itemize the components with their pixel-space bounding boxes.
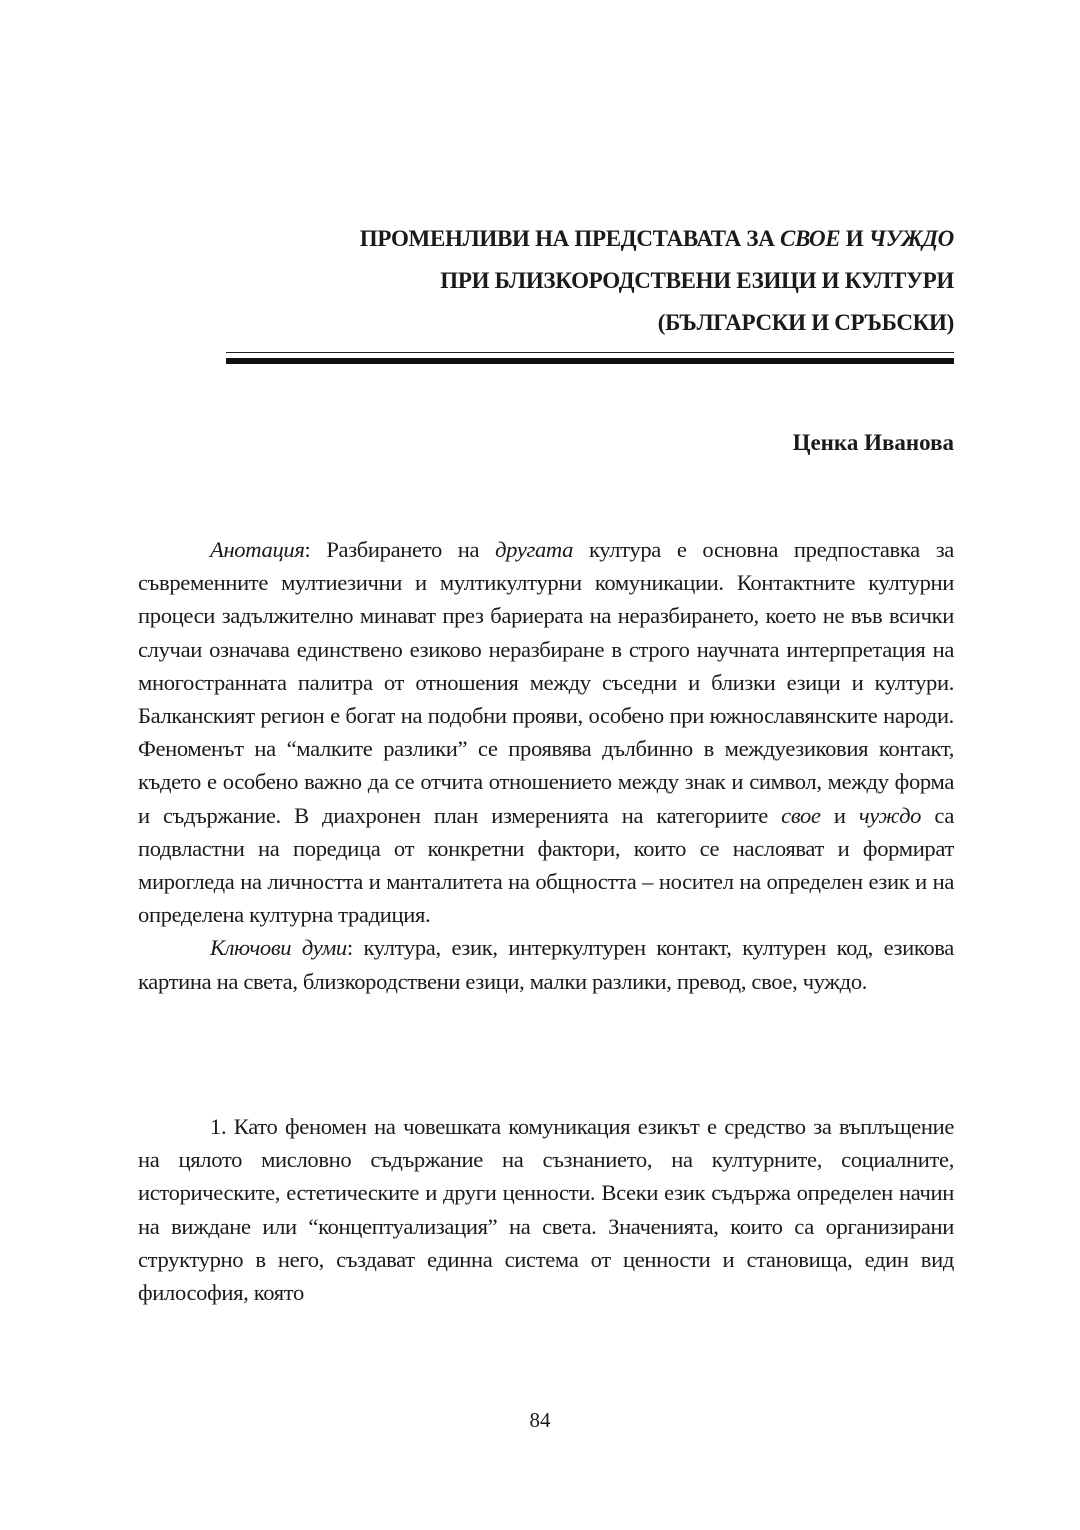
title-line-2: ПРИ БЛИЗКОРОДСТВЕНИ ЕЗИЦИ И КУЛТУРИ <box>440 268 954 293</box>
title-line-3: (БЪЛГАРСКИ И СРЪБСКИ) <box>657 310 954 335</box>
title-divider-thick <box>226 358 954 364</box>
title-italic-chuzhdo: ЧУЖДО <box>868 226 954 251</box>
abstract-paragraph: Анотация: Разбирането на другата култура е основна предпоставка за съвременните мултиезични и мултикултурни комуникации. Контактните културни процеси задължително минават през бариерата на неразбирането, което не във всички случаи означава единствено езиково неразбиране в строго научната интерпретация на многостранната палитра от отношения между съседни и близки езици и култури. Балканският регион е богат на подобни прояви, особено при южнославянските народи. Феноменът на “малките разлики” се проявява дълбинно в междуезиковия контакт, където е особено важно да се отчита отношението между знак и символ, между форма и съдържание. В диахронен план измеренията на категориите свое и чуждо са подвластни на поредица от конкретни фактори, които се наслояват и формират мирогледа на личността и манталитета на общността – носител на определен език и на определена културна традиция. <box>138 537 954 928</box>
keywords-label: Ключови думи <box>210 935 347 961</box>
title-italic-svoe: СВОЕ <box>779 226 841 251</box>
title-line-1: ПРОМЕНЛИВИ НА ПРЕДСТАВАТА ЗА СВОЕ И ЧУЖДО <box>359 226 954 251</box>
author-name: Ценка Иванова <box>792 430 954 455</box>
keywords-paragraph: Ключови думи: култура, език, интеркултурен контакт, културен код, езикова картина на света, близкородствени езици, малки разлики, превод, свое, чуждо. <box>138 935 954 994</box>
section-1 <box>138 1110 954 1309</box>
article-title <box>214 218 954 344</box>
abstract-block <box>138 533 954 998</box>
abstract-label: Анотация <box>210 537 305 562</box>
page-number: 84 <box>529 1408 551 1432</box>
title-divider-thin <box>226 352 954 353</box>
section-1-paragraph: 1. Като феномен на човешката комуникация езикът е средство за въплъщение на цялото мисловно съдържание на съзнанието, на културните, социалните, историческите, естетическите и други ценности. Всеки език съдържа определен начин на виждане или “концептуализация” на света. Значенията, които са организирани структурно в него, създават единна система от ценности и становища, един вид философия, която <box>138 1114 954 1306</box>
